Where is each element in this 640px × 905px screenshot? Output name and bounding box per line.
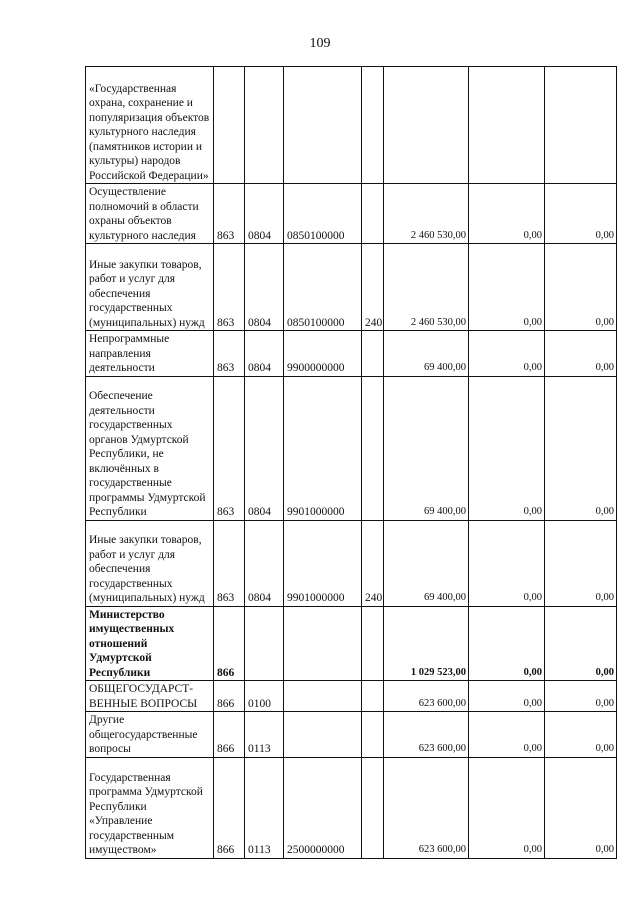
amount-year1-cell: 1 029 523,00 <box>384 606 469 681</box>
amount-year1-cell: 623 600,00 <box>384 712 469 758</box>
table-row <box>86 757 617 858</box>
row-name-cell: Другие общегосударственные вопросы <box>86 712 214 758</box>
page-number: 109 <box>309 36 331 51</box>
table-row <box>86 681 617 712</box>
amount-year3-cell: 0,00 <box>545 681 617 712</box>
target-code-cell <box>284 67 362 184</box>
target-code-cell: 0850100000 <box>284 244 362 331</box>
ministry-code-cell <box>214 67 245 184</box>
section-code-cell: 0804 <box>245 331 284 377</box>
table-row <box>86 606 617 681</box>
amount-year2-cell <box>469 67 545 184</box>
section-code-cell: 0100 <box>245 681 284 712</box>
row-name-cell: Министерство имущественных отношений Удмуртской Республики <box>86 606 214 681</box>
expense-type-cell: 240 <box>362 520 384 606</box>
row-name-cell: Осуществление полномочий в области охраны объектов культурного наследия <box>86 184 214 244</box>
ministry-code-cell: 863 <box>214 376 245 520</box>
amount-year2-cell: 0,00 <box>469 331 545 377</box>
row-name-cell: Непрограммные направления деятельности <box>86 331 214 377</box>
ministry-code-cell: 866 <box>214 712 245 758</box>
section-code-cell <box>245 67 284 184</box>
amount-year3-cell: 0,00 <box>545 757 617 858</box>
amount-year2-cell: 0,00 <box>469 244 545 331</box>
expense-type-cell <box>362 681 384 712</box>
amount-year2-cell: 0,00 <box>469 184 545 244</box>
expense-type-cell <box>362 606 384 681</box>
amount-year3-cell: 0,00 <box>545 606 617 681</box>
target-code-cell: 0850100000 <box>284 184 362 244</box>
expense-type-cell <box>362 757 384 858</box>
section-code-cell: 0804 <box>245 376 284 520</box>
amount-year3-cell: 0,00 <box>545 376 617 520</box>
amount-year1-cell: 623 600,00 <box>384 681 469 712</box>
amount-year3-cell: 0,00 <box>545 712 617 758</box>
section-code-cell: 0113 <box>245 712 284 758</box>
expense-type-cell <box>362 184 384 244</box>
table-row <box>86 244 617 331</box>
table-body <box>86 67 617 859</box>
table-row <box>86 67 617 184</box>
row-name-cell: Государственная программа Удмуртской Республики «Управление государственным имуществом» <box>86 757 214 858</box>
section-code-cell: 0804 <box>245 244 284 331</box>
amount-year3-cell: 0,00 <box>545 520 617 606</box>
amount-year3-cell <box>545 67 617 184</box>
section-code-cell: 0113 <box>245 757 284 858</box>
amount-year2-cell: 0,00 <box>469 520 545 606</box>
amount-year1-cell: 69 400,00 <box>384 520 469 606</box>
row-name-cell: Иные закупки товаров, работ и услуг для обеспечения государственных (муниципальных) нужд <box>86 244 214 331</box>
row-name-cell: Иные закупки товаров, работ и услуг для обеспечения государственных (муниципальных) нужд <box>86 520 214 606</box>
target-code-cell: 9901000000 <box>284 520 362 606</box>
expense-type-cell: 240 <box>362 244 384 331</box>
section-code-cell: 0804 <box>245 184 284 244</box>
amount-year2-cell: 0,00 <box>469 376 545 520</box>
expense-type-cell <box>362 67 384 184</box>
target-code-cell <box>284 681 362 712</box>
amount-year1-cell: 2 460 530,00 <box>384 244 469 331</box>
amount-year1-cell: 2 460 530,00 <box>384 184 469 244</box>
amount-year2-cell: 0,00 <box>469 681 545 712</box>
amount-year1-cell: 623 600,00 <box>384 757 469 858</box>
budget-table <box>85 66 617 859</box>
expense-type-cell <box>362 331 384 377</box>
amount-year1-cell: 69 400,00 <box>384 331 469 377</box>
row-name-cell: ОБЩЕГОСУДАРСТ-ВЕННЫЕ ВОПРОСЫ <box>86 681 214 712</box>
amount-year2-cell: 0,00 <box>469 606 545 681</box>
expense-type-cell <box>362 712 384 758</box>
ministry-code-cell: 863 <box>214 520 245 606</box>
target-code-cell <box>284 712 362 758</box>
ministry-code-cell: 866 <box>214 681 245 712</box>
amount-year3-cell: 0,00 <box>545 184 617 244</box>
expense-type-cell <box>362 376 384 520</box>
amount-year2-cell: 0,00 <box>469 757 545 858</box>
table-row <box>86 712 617 758</box>
target-code-cell: 2500000000 <box>284 757 362 858</box>
section-code-cell <box>245 606 284 681</box>
ministry-code-cell: 866 <box>214 757 245 858</box>
ministry-code-cell: 866 <box>214 606 245 681</box>
ministry-code-cell: 863 <box>214 331 245 377</box>
amount-year3-cell: 0,00 <box>545 331 617 377</box>
table-row <box>86 331 617 377</box>
target-code-cell <box>284 606 362 681</box>
target-code-cell: 9900000000 <box>284 331 362 377</box>
section-code-cell: 0804 <box>245 520 284 606</box>
table-row <box>86 520 617 606</box>
row-name-cell: Обеспечение деятельности государственных органов Удмуртской Республики, не включённых в государственные программы Удмуртской Республики <box>86 376 214 520</box>
row-name-cell: «Государственная охрана, сохранение и популяризация объектов культурного наследия (памятников истории и культуры) народов Российской Федерации» <box>86 67 214 184</box>
ministry-code-cell: 863 <box>214 244 245 331</box>
table-row <box>86 184 617 244</box>
amount-year1-cell <box>384 67 469 184</box>
table-row <box>86 376 617 520</box>
amount-year1-cell: 69 400,00 <box>384 376 469 520</box>
amount-year3-cell: 0,00 <box>545 244 617 331</box>
ministry-code-cell: 863 <box>214 184 245 244</box>
target-code-cell: 9901000000 <box>284 376 362 520</box>
amount-year2-cell: 0,00 <box>469 712 545 758</box>
